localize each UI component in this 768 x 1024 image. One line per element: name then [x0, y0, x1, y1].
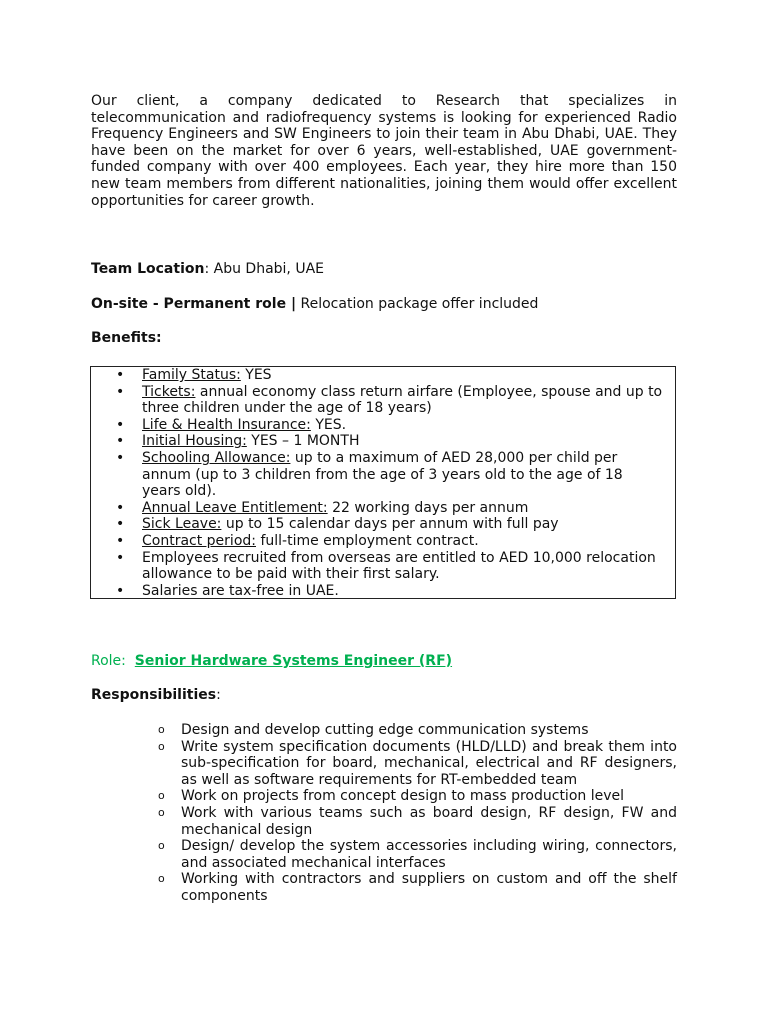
circle-bullet-icon: o: [158, 789, 165, 803]
benefit-label: Tickets:: [142, 383, 196, 400]
team-location-line: [91, 261, 324, 278]
circle-bullet-icon: o: [158, 723, 165, 736]
responsibility-text: Write system specification documents (HLD/LLD) and break them into sub-specification for board, mechanical, electrical and RF designers, as well as software requirements for RT-embedded team: [181, 738, 677, 788]
benefit-item: [91, 516, 675, 533]
benefit-text: up to a maximum of AED 28,000 per child per annum (up to 3 children from the age of 3 years old to the age of 18 years old).: [142, 449, 623, 500]
responsibility-item: [150, 838, 677, 871]
benefit-item: [91, 450, 675, 500]
bullet-icon: •: [116, 549, 125, 566]
responsibility-text: Work with various teams such as board design, RF design, FW and mechanical design: [181, 804, 677, 838]
circle-bullet-icon: o: [158, 839, 165, 853]
bullet-icon: •: [116, 499, 125, 516]
benefit-label: Sick Leave:: [142, 516, 222, 533]
role-line: [91, 653, 452, 670]
benefit-label: Family Status:: [142, 367, 241, 383]
responsibility-text: Work on projects from concept design to mass production level: [181, 788, 624, 805]
benefit-text: YES.: [310, 416, 347, 433]
benefit-text: full-time employment contract.: [256, 532, 479, 549]
benefit-text: annual economy class return airfare (Employee, spouse and up to three children under the age of 18 years): [142, 383, 663, 417]
benefit-label: Schooling Allowance:: [142, 449, 291, 466]
responsibility-item: [150, 722, 677, 739]
benefit-label: Life & Health Insurance:: [142, 416, 311, 433]
responsibility-item: [150, 805, 677, 838]
intro-paragraph: Our client, a company dedicated to Research that specializes in telecommunication and radiofrequency systems is looking for experienced Radio Frequency Engineers and SW Engineers to join their team in Abu Dhabi, UAE. They have been on the market for over 6 years, well-established, UAE government-funded company with over 400 employees. Each year, they hire more than 150 new team members from different nationalities, joining them would offer excellent opportunities for career growth.: [91, 93, 677, 209]
onsite-line: [91, 296, 538, 313]
benefit-label: Annual Leave Entitlement:: [142, 499, 328, 516]
benefit-item: [91, 533, 675, 550]
benefit-item: [91, 583, 675, 600]
responsibility-text: Design/ develop the system accessories including wiring, connectors, and associated mechanical interfaces: [181, 838, 677, 871]
bullet-icon: •: [116, 416, 125, 433]
benefit-text: Employees recruited from overseas are entitled to AED 10,000 relocation allowance to be paid with their first salary.: [142, 549, 656, 583]
circle-bullet-icon: o: [158, 739, 165, 753]
bullet-icon: •: [116, 516, 125, 533]
benefit-item: [91, 384, 675, 417]
benefit-text: up to 15 calendar days per annum with full pay: [221, 516, 559, 533]
benefit-item: [91, 367, 675, 384]
responsibilities-list: [150, 722, 677, 905]
responsibilities-heading-line: [91, 687, 221, 704]
benefits-box: [90, 366, 676, 599]
responsibilities-heading: Responsibilities: [91, 687, 217, 703]
responsibility-text: Design and develop cutting edge communication systems: [181, 722, 589, 738]
benefit-text: YES: [240, 367, 272, 383]
responsibility-item: [150, 871, 677, 904]
responsibility-item: [150, 788, 677, 805]
bullet-icon: •: [116, 367, 125, 383]
benefit-text: YES – 1 MONTH: [246, 433, 360, 450]
benefit-text: 22 working days per annum: [327, 499, 529, 516]
benefit-item: [91, 417, 675, 434]
responsibilities-colon: :: [216, 687, 221, 703]
role-title-link[interactable]: Senior Hardware Systems Engineer (RF): [134, 653, 453, 669]
bullet-icon: •: [116, 449, 125, 466]
bullet-icon: •: [116, 383, 125, 400]
bullet-icon: •: [116, 532, 125, 549]
benefit-item: [91, 550, 675, 583]
circle-bullet-icon: o: [158, 805, 165, 819]
benefits-list: [91, 367, 675, 599]
bullet-icon: •: [116, 433, 125, 450]
responsibility-item: [150, 739, 677, 789]
circle-bullet-icon: o: [158, 872, 165, 886]
benefit-text: Salaries are tax-free in UAE.: [142, 582, 339, 599]
team-location-value: : Abu Dhabi, UAE: [204, 261, 325, 277]
benefits-heading: Benefits:: [91, 330, 162, 346]
team-location-label: Team Location: [91, 261, 205, 277]
role-label: Role:: [91, 653, 126, 669]
onsite-value: Relocation package offer included: [296, 296, 539, 312]
bullet-icon: •: [116, 582, 125, 599]
benefit-item: [91, 500, 675, 517]
benefit-item: [91, 433, 675, 450]
onsite-label: On-site - Permanent role |: [91, 296, 297, 312]
benefit-label: Initial Housing:: [142, 433, 247, 450]
responsibility-text: Working with contractors and suppliers on custom and off the shelf components: [181, 871, 677, 904]
benefit-label: Contract period:: [142, 532, 256, 549]
